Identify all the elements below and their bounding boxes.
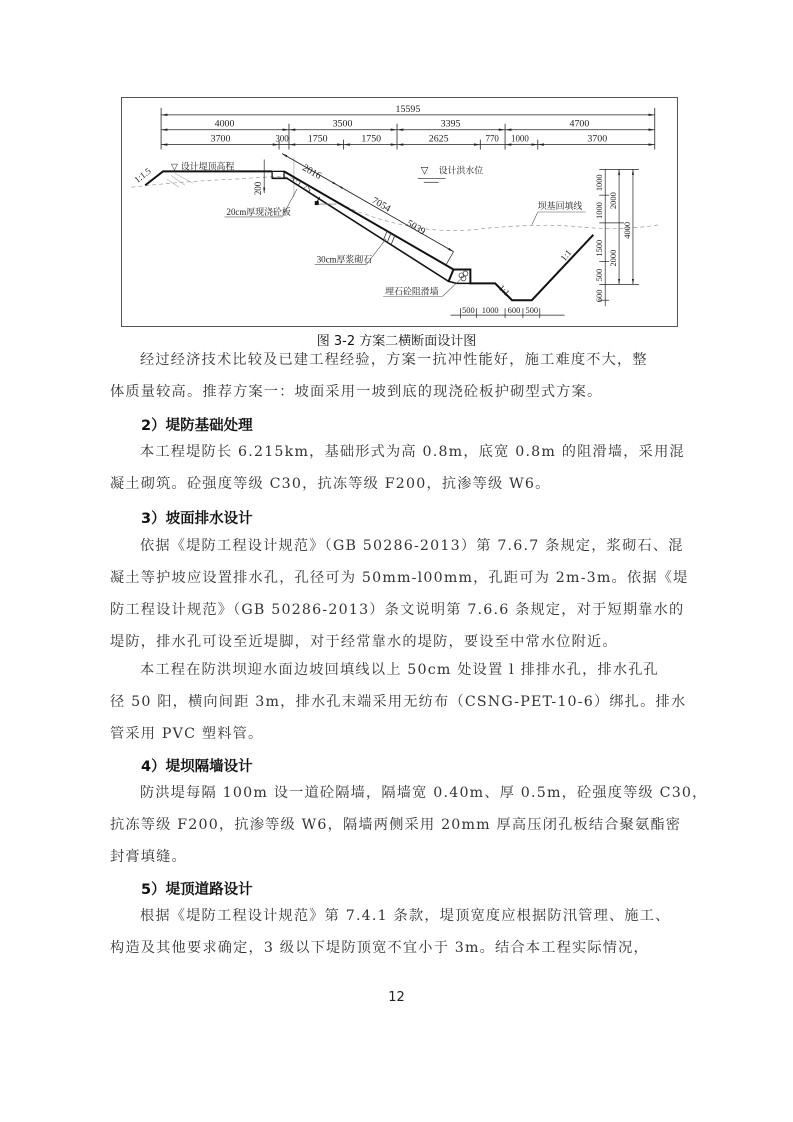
dim-770: 770 (485, 133, 499, 144)
dim-4700: 4700 (569, 118, 590, 130)
anti-slide-wall-label: 埋石砼阻滑墙 (385, 286, 439, 297)
text-line: 依据《堤防工程设计规范》（GB 50286-2013）第 7.6.7 条规定，浆砌石、混 (140, 538, 684, 554)
masonry-label: 30cm厚浆砌石 (316, 254, 373, 265)
cross-section-figure (121, 97, 678, 327)
right-dim-1000a: 1000 (594, 174, 605, 192)
slope-label-main: 1:1.75 (288, 174, 314, 195)
section-heading-crest-road: 5）堤顶道路设计 (141, 882, 253, 898)
text-line: 凝土等护坡应设置排水孔，孔径可为 50mm-l00mm，孔距可为 2m-3m。依据《堤 (110, 570, 689, 586)
text-line: 本工程堤防长 6.215km，基础形式为高 0.8m，底宽 0.8m 的阻滑墙，采用混 (140, 444, 685, 460)
embankment-profile (145, 171, 593, 300)
dim-3700-right: 3700 (587, 133, 608, 145)
text-line: 凝土砌筑。砼强度等级 C30，抗冻等级 F200，抗渗等级 W6。 (110, 476, 551, 492)
crest-elevation-symbol: ▽ (171, 161, 178, 172)
figure-caption: 图 3-2 方案二横断面设计图 (316, 334, 477, 349)
dim-300: 300 (275, 133, 289, 144)
dim-1000: 1000 (511, 133, 529, 144)
slope-dim-7054: 7054 (369, 195, 393, 215)
concrete-slab-label: 20cm厚现浇砼板 (226, 206, 291, 217)
flood-level-label: 设计洪水位 (438, 165, 484, 176)
dim-3700-left: 3700 (210, 133, 231, 145)
paragraph-partition (110, 777, 708, 873)
right-dim-2000a: 2000 (608, 192, 619, 210)
text-line: 抗冻等级 F200，抗渗等级 W6，隔墙两侧采用 20mm 厚高压闭孔板结合聚氨酯密 (110, 817, 682, 833)
dim-2625: 2625 (428, 133, 449, 145)
dim-3395: 3395 (440, 118, 461, 130)
dimension-row-3 (161, 140, 655, 150)
paragraph-crest-road (110, 900, 684, 964)
text-line: 堤防，排水孔可设至近堤脚，对于经常靠水的堤防，要设至中常水位附近。 (110, 634, 618, 650)
bottom-dim-500a: 500 (462, 305, 475, 316)
slope-label-left: 1:1.5 (132, 165, 153, 185)
slope-label-right-outer: 1:1 (558, 247, 574, 263)
bottom-dim-1000: 1000 (481, 305, 499, 316)
slope-label-right-inner: 1:1 (496, 282, 512, 298)
dim-4000: 4000 (214, 118, 235, 130)
paragraph-recommendation (110, 344, 684, 408)
text-line: 防洪堤每隔 100m 设一道砼隔墙，隔墙宽 0.40m、厚 0.5m，砼强度等级 C30， (140, 785, 708, 801)
text-line: 根据《堤防工程设计规范》第 7.4.1 条款，堤顶宽度应根据防汛管理、施工、 (140, 908, 671, 924)
dim-1750-a: 1750 (307, 133, 328, 145)
slope-dim-5039: 5039 (404, 217, 428, 238)
slope-dim-2016: 2016 (300, 162, 324, 182)
text-line: 径 50 阳，横向间距 3m，排水孔末端采用无纺布（CSNG-PET-10-6）绑扎。排水 (110, 694, 687, 710)
text-line: 封膏填缝。 (110, 849, 187, 865)
paragraph-foundation (110, 436, 684, 500)
section-heading-partition: 4）堤坝隔墙设计 (141, 759, 253, 775)
right-dim-1000b: 1000 (594, 202, 605, 219)
right-dim-1500: 1500 (594, 239, 605, 257)
dimension-col-right (599, 169, 639, 306)
text-line: 构造及其他要求确定，3 级以下堤防顶宽不宜小于 3m。结合本工程实际情况， (110, 940, 649, 956)
flood-level-symbol: ▽ (420, 165, 429, 177)
bottom-dim-600: 600 (507, 305, 521, 316)
right-dim-500: 500 (594, 268, 605, 282)
page-number: 12 (388, 990, 405, 1005)
crest-height-dim: 200 (253, 181, 264, 196)
cross-section-drawing (122, 98, 677, 326)
paragraph-drainage-standard (110, 530, 689, 658)
text-line: 本工程在防洪坝迎水面边坡回填线以上 50cm 处设置 l 排排水孔，排水孔孔 (140, 662, 660, 678)
section-heading-drainage: 3）坡面排水设计 (141, 511, 253, 527)
dim-total: 15595 (395, 103, 421, 115)
text-line: 经过经济技术比较及已建工程经验，方案一抗冲性能好，施工难度不大，整 (140, 352, 648, 368)
text-line: 体质量较高。推荐方案一：坡面采用一坡到底的现浇砼板护砌型式方案。 (110, 384, 603, 400)
text-line: 管采用 PVC 塑料管。 (110, 726, 264, 742)
right-dim-2000b: 2000 (608, 249, 619, 267)
backfill-label: 坝基回填线 (537, 201, 583, 212)
section-heading-foundation: 2）堤防基础处理 (141, 418, 253, 434)
dim-3500: 3500 (332, 118, 353, 130)
crest-elevation-label: 设计堤顶高程 (180, 161, 235, 172)
dim-1750-b: 1750 (361, 133, 382, 145)
text-line: 防工程设计规范》（GB 50286-2013）条文说明第 7.6.6 条规定，对于短期靠水的 (110, 602, 685, 618)
paragraph-drainage-project (110, 654, 687, 750)
right-dim-600: 600 (594, 289, 605, 303)
bottom-dim-500b: 500 (525, 305, 539, 316)
right-dim-4000: 4000 (621, 221, 632, 239)
